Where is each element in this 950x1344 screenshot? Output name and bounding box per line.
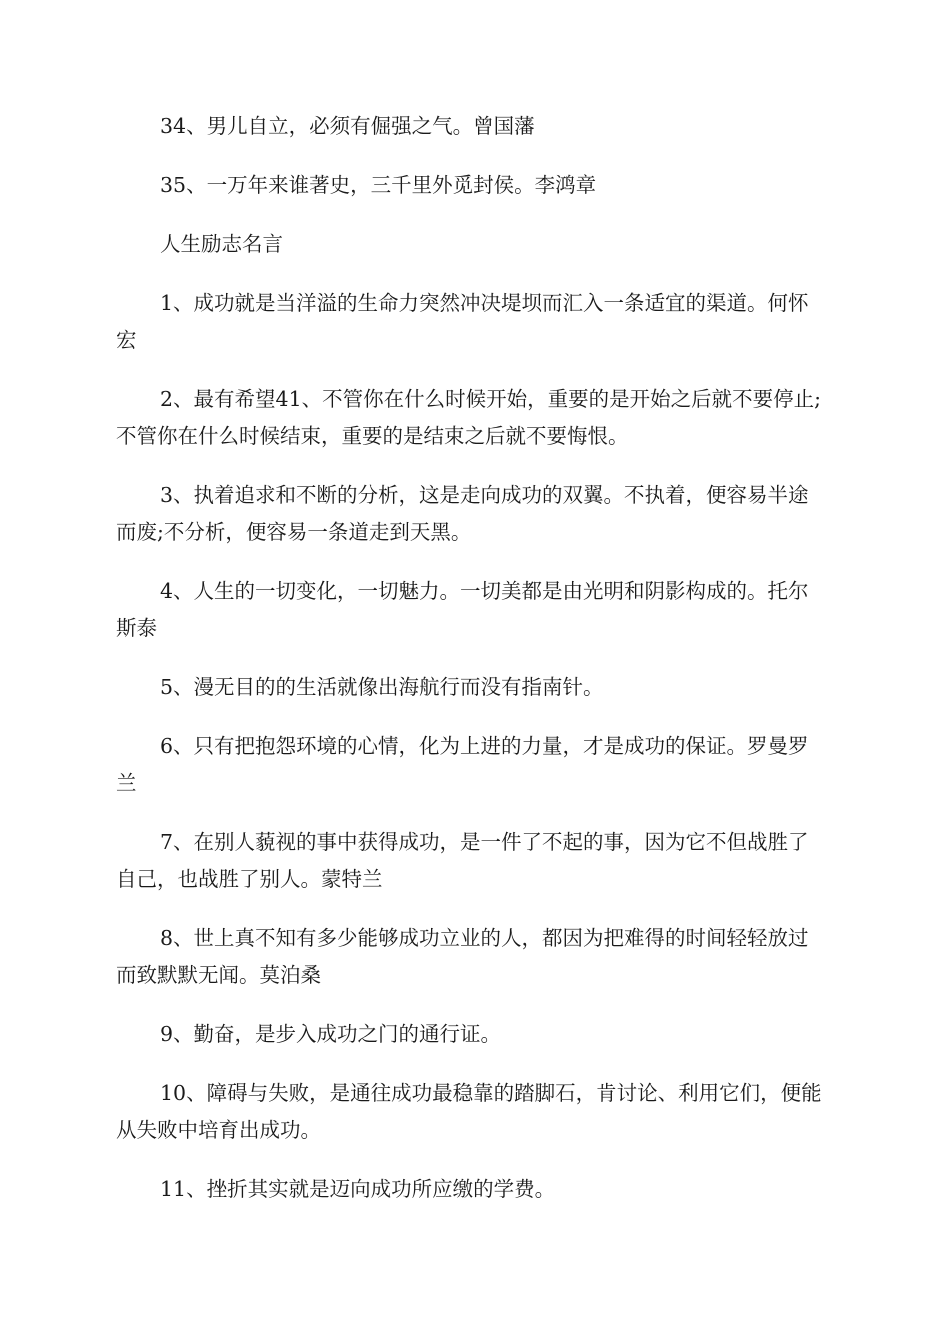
quote-paragraph: 2、最有希望41、不管你在什么时候开始，重要的是开始之后就不要停止;不管你在什么时候结束，重要的是结束之后就不要悔恨。 [116, 387, 822, 448]
quote-paragraph: 5、漫无目的的生活就像出海航行而没有指南针。 [160, 675, 604, 699]
quote-paragraph: 9、勤奋，是步入成功之门的通行证。 [160, 1022, 502, 1046]
quote-paragraph: 3、执着追求和不断的分析，这是走向成功的双翼。不执着，便容易半途而废;不分析，便容易一条道走到天黑。 [116, 483, 809, 544]
document-body [116, 108, 828, 1230]
quote-paragraph: 4、人生的一切变化，一切魅力。一切美都是由光明和阴影构成的。托尔斯泰 [116, 579, 809, 640]
quote-paragraph: 6、只有把抱怨环境的心情，化为上进的力量，才是成功的保证。罗曼罗兰 [116, 734, 809, 795]
quote-paragraph: 10、障碍与失败，是通往成功最稳靠的踏脚石，肯讨论、利用它们，便能从失败中培育出成功。 [116, 1081, 822, 1142]
quote-paragraph: 1、成功就是当洋溢的生命力突然冲决堤坝而汇入一条适宜的渠道。何怀宏 [116, 291, 809, 352]
quote-paragraph: 8、世上真不知有多少能够成功立业的人，都因为把难得的时间轻轻放过而致默默无闻。莫泊桑 [116, 926, 809, 987]
section-heading: 人生励志名言 [160, 232, 283, 256]
quote-paragraph: 34、男儿自立，必须有倔强之气。曾国藩 [160, 114, 535, 138]
quote-paragraph: 7、在别人藐视的事中获得成功，是一件了不起的事，因为它不但战胜了自己，也战胜了别人。蒙特兰 [116, 830, 809, 891]
quote-paragraph: 35、一万年来谁著史，三千里外觅封侯。李鸿章 [160, 173, 597, 197]
quote-paragraph: 11、挫折其实就是迈向成功所应缴的学费。 [160, 1177, 556, 1201]
